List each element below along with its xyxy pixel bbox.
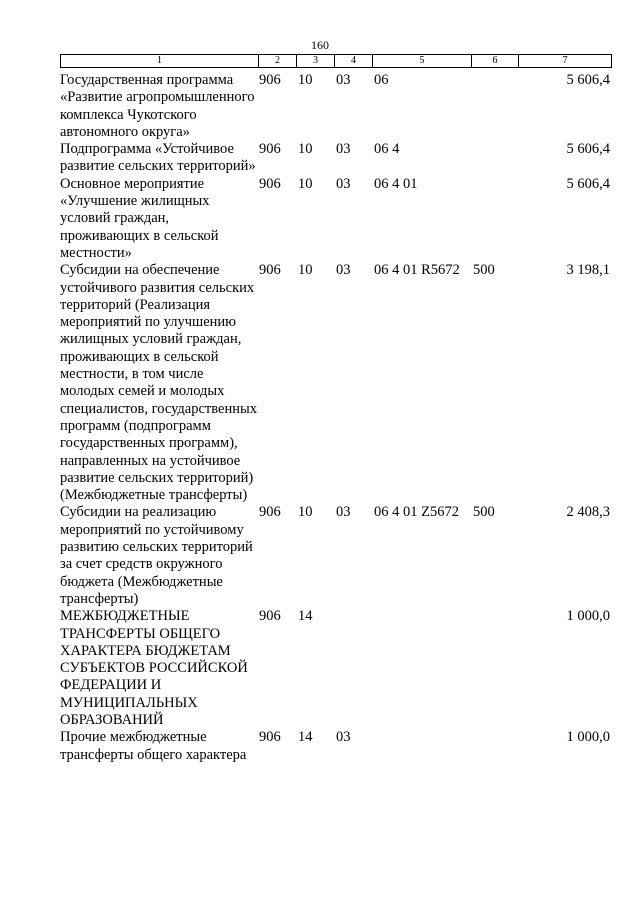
row-code: 906 bbox=[259, 262, 281, 279]
row-subsection: 03 bbox=[336, 504, 351, 521]
row-amount: 1 000,0 bbox=[566, 608, 610, 625]
row-section: 10 bbox=[298, 72, 313, 88]
column-number-7: 7 bbox=[519, 55, 612, 68]
row-amount: 2 408,3 bbox=[566, 504, 610, 521]
row-code: 906 bbox=[259, 72, 281, 88]
row-code: 906 bbox=[259, 141, 281, 158]
row-amount: 3 198,1 bbox=[566, 262, 610, 279]
row-section: 10 bbox=[298, 175, 313, 192]
row-target-article: 06 4 01 Z5672 bbox=[374, 504, 459, 521]
budget-table-body bbox=[60, 72, 611, 764]
row-subsection: 03 bbox=[336, 175, 351, 192]
row-subsection: 03 bbox=[336, 72, 351, 88]
row-amount: 5 606,4 bbox=[566, 72, 610, 88]
column-number-6: 6 bbox=[472, 55, 519, 68]
column-number-1: 1 bbox=[61, 55, 259, 68]
row-section: 10 bbox=[298, 141, 313, 158]
row-code: 906 bbox=[259, 504, 281, 521]
row-subsection: 03 bbox=[336, 262, 351, 279]
table-row bbox=[60, 729, 611, 764]
table-row bbox=[60, 262, 611, 504]
row-name: Субсидии на обеспечение устойчивого развития сельских территорий (Реализация мероприятий по улучшению жилищных условий граждан, проживающих в сельской местности, в том числе молодых семей и молодых специалистов, государственных программ (подпрограмм государственных программ), направленных на устойчивое развитие сельских территорий) (Межбюджетные трансферты) bbox=[60, 262, 257, 504]
page-number: 160 bbox=[311, 38, 329, 52]
table-row bbox=[60, 176, 611, 262]
row-section: 10 bbox=[298, 504, 313, 521]
column-header-table bbox=[60, 54, 612, 68]
row-amount: 5 606,4 bbox=[566, 175, 610, 192]
row-name: Прочие межбюджетные трансферты общего характера bbox=[60, 729, 247, 763]
column-header-row bbox=[61, 55, 612, 68]
row-amount: 5 606,4 bbox=[566, 141, 610, 158]
row-name: Субсидии на реализацию мероприятий по устойчивому развитию сельских территорий за счет средств окружного бюджета (Межбюджетные трансферты) bbox=[60, 504, 253, 607]
row-target-article: 06 4 bbox=[374, 141, 400, 158]
row-code: 906 bbox=[259, 175, 281, 192]
row-target-article: 06 4 01 bbox=[374, 175, 418, 192]
row-section: 10 bbox=[298, 262, 313, 279]
row-section: 14 bbox=[298, 608, 313, 625]
row-target-article: 06 4 01 R5672 bbox=[374, 262, 460, 279]
row-name: Подпрограмма «Устойчивое развитие сельских территорий» bbox=[60, 141, 256, 175]
column-number-2: 2 bbox=[259, 55, 297, 68]
row-expense-type: 500 bbox=[473, 262, 495, 279]
row-code: 906 bbox=[259, 729, 281, 746]
row-code: 906 bbox=[259, 608, 281, 625]
row-name: Государственная программа «Развитие агропромышленного комплекса Чукотского автономного округа» bbox=[60, 72, 255, 140]
row-target-article: 06 bbox=[374, 72, 389, 88]
row-amount: 1 000,0 bbox=[566, 729, 610, 746]
table-row bbox=[60, 72, 611, 141]
column-number-4: 4 bbox=[335, 55, 373, 68]
table-row bbox=[60, 504, 611, 608]
table-row bbox=[60, 608, 611, 729]
column-number-3: 3 bbox=[297, 55, 335, 68]
row-subsection: 03 bbox=[336, 729, 351, 746]
row-subsection: 03 bbox=[336, 141, 351, 158]
table-row bbox=[60, 141, 611, 176]
row-section: 14 bbox=[298, 729, 313, 746]
row-expense-type: 500 bbox=[473, 504, 495, 521]
column-number-5: 5 bbox=[373, 55, 472, 68]
row-name: Основное мероприятие «Улучшение жилищных условий граждан, проживающих в сельской местности» bbox=[60, 175, 219, 261]
row-name: МЕЖБЮДЖЕТНЫЕ ТРАНСФЕРТЫ ОБЩЕГО ХАРАКТЕРА БЮДЖЕТАМ СУБЪЕКТОВ РОССИЙСКОЙ ФЕДЕРАЦИИ И МУНИЦИПАЛЬНЫХ ОБРАЗОВАНИЙ bbox=[60, 608, 248, 728]
